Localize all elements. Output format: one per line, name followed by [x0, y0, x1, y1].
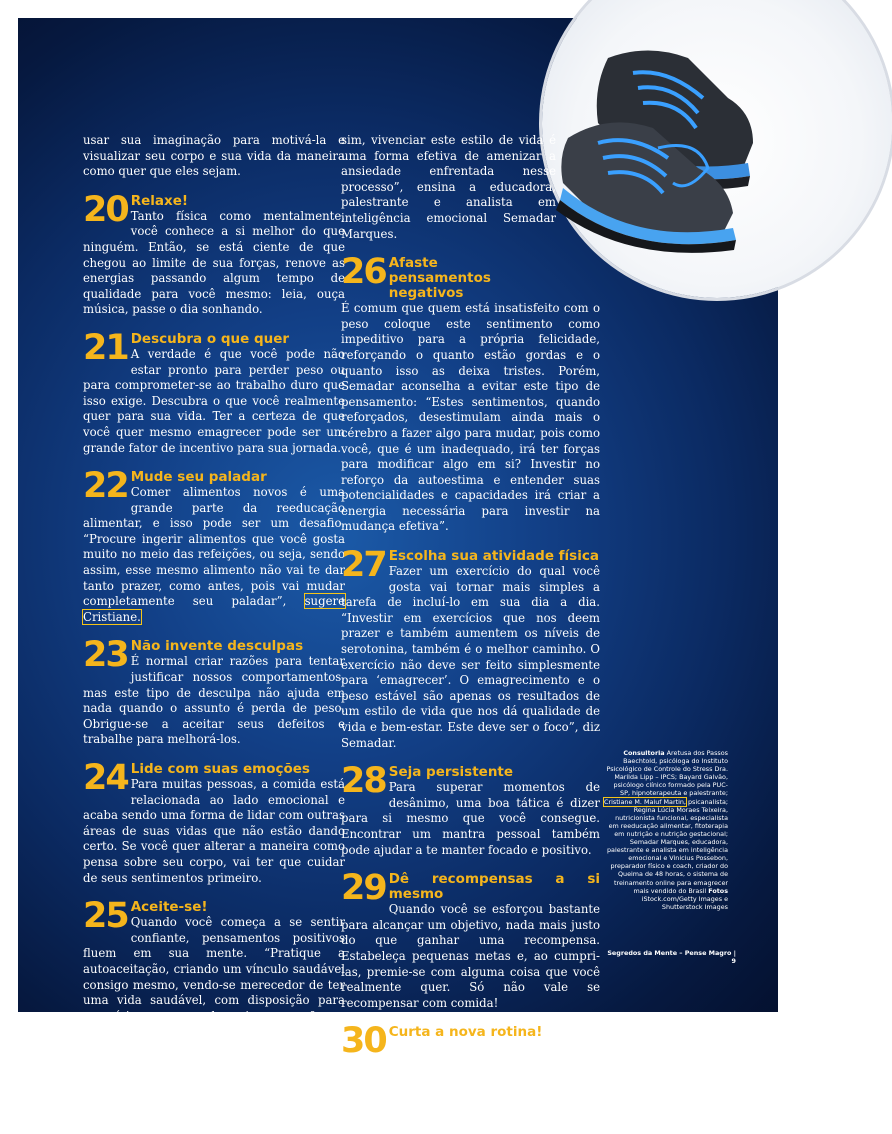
fotos-label: Fotos — [708, 886, 728, 895]
tip-number: 25 — [83, 896, 128, 937]
consultoria-text: Aretusa dos Passos Baechtold, psicóloga do Instituto Psicológico de Controle do Stress Dra. Marilda Lipp – IPCS; Bayard Galvão, psicólogo clínico formado pela PUC-SP, hipnoterapeuta e palestrante; — [606, 749, 728, 798]
crop-corner — [874, 1116, 892, 1134]
tip-number: 21 — [83, 327, 128, 368]
crop-corner — [0, 1116, 18, 1134]
tip-text: É comum que quem está insatisfeito com o peso coloque este sentimento como impeditivo para a própria felicidade, reforçando o quanto estão gordas e o quanto isso as deixa tristes. Porém, Semadar aconselha a evitar este tipo de pensamento: “Estes sentimentos, quando reforçados, desestimulam ainda mais o cérebro a fazer algo para mudar, pois como você, que é um inadequado, irá ter forças para modificar algo em si? Investir no reforço da autoestima e entender suas potencialidades e capacidades irá criar a energia necessária para investir na mudança efetiva”. — [341, 301, 600, 534]
tip-20 — [83, 189, 345, 318]
tip-29 — [341, 868, 600, 1011]
credits-block — [604, 749, 728, 911]
tip-text: Para superar momentos de desânimo, uma boa tática é dizer para si mesmo que você consegue. Encontrar um mantra pessoal também pode ajudar a te manter focado e positivo. — [341, 780, 600, 857]
tip-title: Lide com suas emoções — [130, 761, 310, 777]
tip-22 — [83, 466, 345, 625]
consultoria-label: Consultoria — [623, 749, 665, 757]
tip-21 — [83, 327, 345, 456]
tip-title: Escolha sua atividade física — [388, 548, 599, 565]
consultoria-highlight: Cristiane M. Maluf Martin, — [604, 797, 686, 806]
tip-26 — [341, 252, 600, 535]
tip-title: Não invente desculpas — [130, 638, 304, 655]
tip-text: Emagrecer não deve se tornar um dever ou uma obrigação. Você tem que querer emagrecer para ter qualidade de vida, ser saudável e não para se encaixar em um padrão que os outros acham ideal. — [341, 1040, 600, 1133]
tip-number: 29 — [341, 868, 386, 909]
tip-number: 20 — [83, 189, 128, 230]
tip-title: Curta a nova rotina! — [388, 1024, 543, 1041]
column-right — [341, 133, 600, 1134]
tip-text: Tanto física como mentalmente, você conhece a si melhor do que ninguém. Então, se está ciente de que chegou ao limite de sua forças, renove as energias passando algum tempo de qualidade para você mesmo: leia, ouça música, passe o dia sonhando. — [83, 208, 345, 317]
tip-24 — [83, 758, 345, 886]
tip-number: 24 — [83, 758, 128, 798]
tip-23 — [83, 635, 345, 748]
tip-number: 27 — [341, 545, 386, 586]
tip-title: Afaste pensamentos negativos — [388, 255, 491, 302]
intro-paragraph: usar sua imaginação para motivá-la e visualizar seu corpo e sua vida da maneira como quer que eles sejam. — [83, 133, 345, 179]
tip-title: Relaxe! — [130, 192, 189, 209]
crop-corner — [0, 0, 18, 18]
tip-text: Quando você se esforçou bastante para alcançar um objetivo, nada mais justo do que ganhar uma recompensa. Estabeleça pequenas metas e, ao cumpri-las, premie-se com alguma coisa que você realmente quer. Só não vale se recompensar com comida! — [341, 902, 600, 1010]
column-left — [83, 133, 345, 1056]
tip-text: Comer alimentos novos é uma grande parte da reeducação alimentar, e isso pode ser um desafio. “Procure ingerir alimentos que você gosta muito no meio das refeições, ou seja, sendo assim, esse mesmo alimento não vai te dar tanto prazer, como antes, pois vai mudar completamente seu paladar”, — [83, 485, 345, 609]
crop-corner — [874, 0, 892, 18]
tip-text: É normal criar razões para tentar justificar nossos comportamentos, mas este tipo de desculpa não ajuda em nada quando o assunto é perda de peso. Obrigue-se a aceitar seus defeitos e trabalhe para melhorá-los. — [83, 654, 345, 747]
consultoria-text-2: psicanalista; Regina Lúcia Moraes Teixeira, nutricionista funcional, especialista em reeducação alimentar, fitoterapia em nutrição e nutrição gestacional; Semadar Marques, educadora, palestrante e analista em inteligência emocional e Vinicius Possebon, preparador físico e coach, criador do Queima de 48 horas, o sistema de treinamento online para emagrecer mais vendido do Brasil — [606, 797, 729, 895]
highlighted-attribution: sugere Cristiane. — [83, 594, 345, 624]
tip-25 — [83, 896, 345, 1055]
tip-title: Mude seu paladar — [130, 469, 267, 486]
tip-number: 23 — [83, 635, 128, 676]
tip-number: 26 — [341, 252, 386, 293]
tip-number: 28 — [341, 761, 386, 802]
tip-title: Aceite-se! — [130, 899, 208, 916]
tip-title: Descubra o que quer — [130, 330, 290, 347]
continuation-paragraph: sim, vivenciar este estilo de vida é uma forma efetiva de amenizar a ansiedade enfrentada nesse processo”, ensina a educadora, palestrante e analista em inteligência emocional Semadar Marques. — [341, 133, 556, 241]
tip-title: Dê recompensas a si mesmo — [388, 871, 600, 903]
magazine-page — [18, 18, 778, 1133]
tip-number: 30 — [341, 1021, 386, 1062]
tip-27 — [341, 545, 600, 751]
fotos-text: iStock.com/Getty Images e Shutterstock Images — [641, 894, 728, 911]
tip-number: 22 — [83, 466, 128, 507]
tip-text: Para muitas pessoas, a comida está relacionada ao lado emocional e acaba sendo uma forma de lidar com outras áreas de suas vidas que não estão dando certo. Se você quer alterar a maneira como pensa sobre seu corpo, vai ter que cuidar de seus sentimentos primeiro. — [83, 777, 345, 885]
tip-30 — [341, 1021, 600, 1134]
tip-text: Quando você começa a se sentir confiante, pensamentos positivos fluem em sua mente. “Pratique a autoaceitação, criando um vínculo saudável consigo mesmo, vendo-se merecedor de ter uma vida saudável, com disposição para exercícios e comendo coisas que façam bem ao organismo. Investir na melhora da imagem corporal e acreditar que pode — [83, 915, 345, 1054]
tip-text: A verdade é que você pode não estar pronto para perder peso ou para comprometer-se ao trabalho duro que isso exige. Descubra o que você realmente quer para sua vida. Ter a certeza de que você quer mesmo emagrecer pode ser um grande fator de incentivo para sua jornada. — [83, 346, 345, 455]
tip-title: Seja persistente — [388, 764, 514, 781]
tip-28 — [341, 761, 600, 858]
tip-text: Fazer um exercício do qual você gosta vai tornar mais simples a tarefa de incluí-lo em sua dia a dia. “Investir em exercícios que nos deem prazer e também aumentem os níveis de serotonina, também é o melhor caminho. O exercício não deve ser feito simplesmente para ‘emagrecer’. O emagrecimento e o peso estável são apenas os resultados de um estilo de vida que nos dá qualidade de vida e bem-estar. Este deve ser o foco”, diz Semadar. — [341, 564, 600, 750]
page-footer: Segredos da Mente – Pense Magro | 9 — [607, 949, 736, 965]
